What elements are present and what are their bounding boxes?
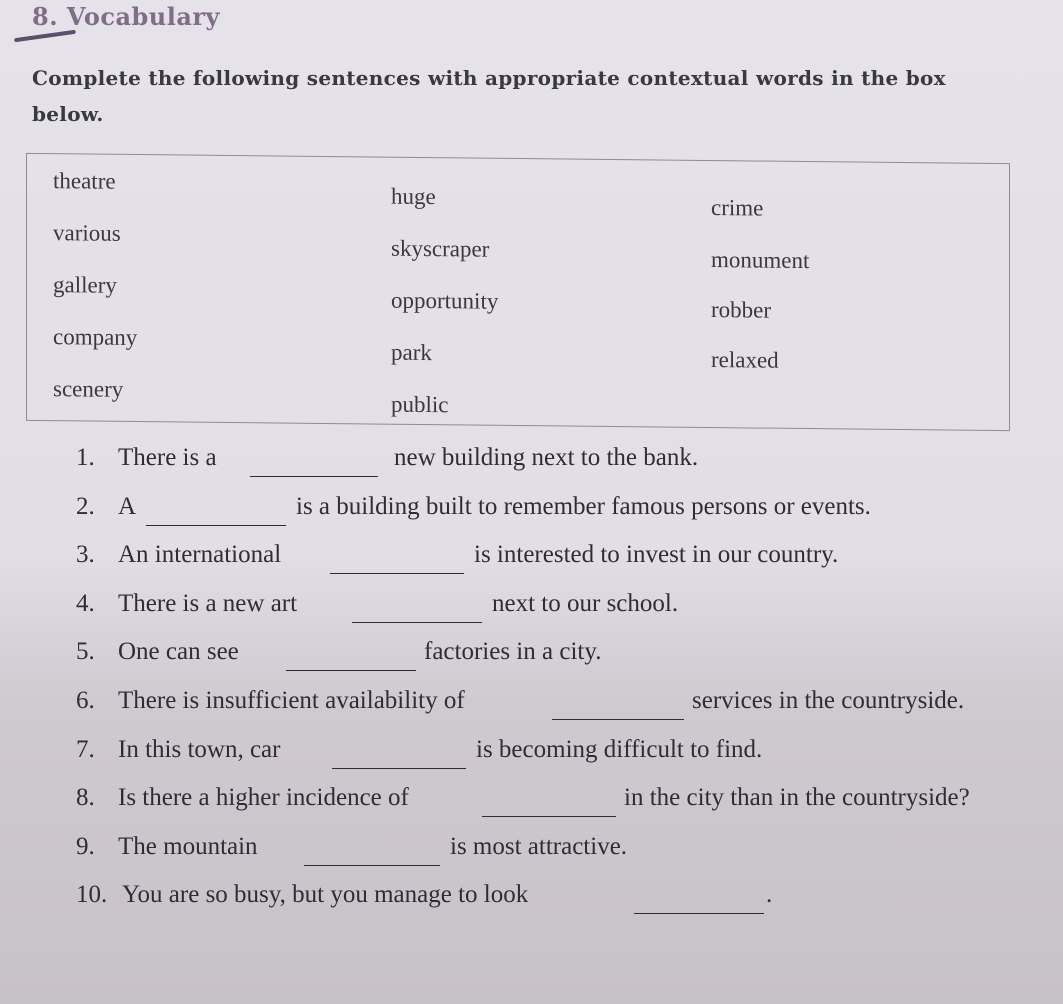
exercise-item xyxy=(76,780,1046,829)
word-public: public xyxy=(391,391,449,418)
exercise-item xyxy=(76,440,1046,489)
answer-blank[interactable] xyxy=(250,476,378,477)
exercise-number: 4. xyxy=(76,589,95,617)
exercise-number: 8. xyxy=(76,784,95,812)
answer-blank[interactable] xyxy=(332,768,466,769)
word-huge: huge xyxy=(391,183,436,210)
word-skyscraper: skyscraper xyxy=(391,235,490,262)
exercise-text-before: Is there a higher incidence of xyxy=(118,784,409,812)
exercise-number: 1. xyxy=(76,444,95,471)
exercise-text-before: In this town, car xyxy=(118,735,281,763)
exercise-item xyxy=(76,489,1046,538)
answer-blank[interactable] xyxy=(634,913,764,914)
exercise-number: 5. xyxy=(76,638,95,666)
exercise-text-after: is a building built to remember famous persons or events. xyxy=(296,492,871,520)
exercise-text-after: next to our school. xyxy=(492,589,679,617)
exercise-item xyxy=(76,877,1046,926)
exercise-text-after: new building next to the bank. xyxy=(394,444,699,471)
word-opportunity: opportunity xyxy=(391,287,499,314)
exercise-text-after: in the city than in the countryside? xyxy=(624,784,970,812)
exercise-text-before: There is insufficient availability of xyxy=(118,686,465,714)
exercise-text-after: factories in a city. xyxy=(424,638,602,666)
exercise-text-before: An international xyxy=(118,541,282,569)
exercise-text-before: You are so busy, but you manage to look xyxy=(122,881,529,909)
word-monument: monument xyxy=(711,247,810,274)
exercise-list xyxy=(76,440,1046,926)
word-relaxed: relaxed xyxy=(711,347,779,373)
exercise-number: 10. xyxy=(76,881,108,909)
word-company: company xyxy=(53,324,138,351)
exercise-text-after: is interested to invest in our country. xyxy=(474,541,839,569)
section-heading: 8. Vocabulary xyxy=(32,2,220,31)
word-robber: robber xyxy=(711,297,772,323)
answer-blank[interactable] xyxy=(146,525,286,526)
word-box xyxy=(26,153,1010,431)
exercise-item xyxy=(76,683,1046,732)
word-crime: crime xyxy=(711,195,764,221)
exercise-number: 7. xyxy=(76,735,95,763)
answer-blank[interactable] xyxy=(286,670,416,671)
word-various: various xyxy=(53,220,121,246)
word-theatre: theatre xyxy=(53,168,116,194)
exercise-text-after: services in the countryside. xyxy=(692,686,965,714)
exercise-text-before: There is a xyxy=(118,444,217,471)
exercise-item xyxy=(76,829,1046,878)
word-scenery: scenery xyxy=(53,376,124,402)
exercise-number: 6. xyxy=(76,686,95,714)
exercise-text-after: . xyxy=(766,881,773,909)
exercise-item xyxy=(76,586,1046,635)
exercise-number: 2. xyxy=(76,492,95,520)
exercise-text-before: The mountain xyxy=(118,832,258,860)
answer-blank[interactable] xyxy=(352,622,482,623)
word-park: park xyxy=(391,339,432,366)
answer-blank[interactable] xyxy=(482,816,616,817)
exercise-text-before: There is a new art xyxy=(118,589,298,617)
exercise-item xyxy=(76,537,1046,586)
word-gallery: gallery xyxy=(53,272,117,298)
exercise-item xyxy=(76,634,1046,683)
heading-underline-mark xyxy=(14,30,76,43)
answer-blank[interactable] xyxy=(552,719,684,720)
instructions-text: Complete the following sentences with appropriate contextual words in the box below. xyxy=(32,66,946,126)
exercise-text-before: One can see xyxy=(118,638,239,666)
answer-blank[interactable] xyxy=(330,573,464,574)
exercise-item xyxy=(76,732,1046,781)
exercise-text-before: A xyxy=(118,492,137,520)
answer-blank[interactable] xyxy=(304,865,440,866)
exercise-number: 3. xyxy=(76,541,95,569)
exercise-number: 9. xyxy=(76,832,95,860)
exercise-text-after: is most attractive. xyxy=(450,832,628,860)
exercise-text-after: is becoming difficult to find. xyxy=(476,735,763,763)
